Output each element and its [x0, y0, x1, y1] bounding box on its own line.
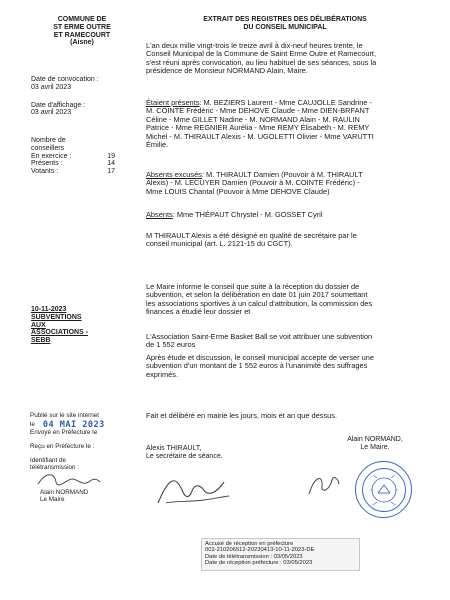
count-row [31, 168, 115, 176]
left-mayor-title: Le Maire [40, 495, 65, 503]
count-row [31, 160, 115, 168]
presents-label: Étaient présents [146, 98, 200, 107]
presents-line: Patrice - Mme REGNIER Aurélia - Mme REMY Élisabeth - M. REMY [146, 123, 370, 133]
subject-line: AUX [31, 321, 46, 329]
counts-block [31, 137, 115, 176]
excuses-label: Absents excusés [146, 170, 202, 179]
presents-line: Michel - M. THIRAULT Alexis - M. UGOLETTI Olivier - Mme VARUTTI [146, 131, 374, 141]
excuses-text: : M. THIRAULT Damien (Pouvoir à M. THIRAULT [201, 170, 363, 179]
count-value: 14 [107, 160, 115, 168]
secretary-name: Alexis THIRAULT, [146, 445, 202, 452]
count-label: Votants : [31, 168, 59, 176]
receipt-reception: Date de réception préfecture : 03/05/2023 [205, 560, 313, 567]
decision-paragraph-1 [146, 283, 424, 317]
decision-line: exprimés. [146, 369, 179, 379]
commune-line-2: ST ERME OUTRE [53, 23, 111, 31]
excuses-line: Alexis) - M. LECUYER Damien (Pouvoir à M. COINTE Frédéric) - [146, 178, 360, 188]
decision-line: Le Maire informe le conseil que suite à la réception du dossier de [146, 282, 360, 291]
count-label: Présents : [31, 160, 63, 168]
decision-line: de 1 552 euros [146, 340, 196, 350]
title-line-2: DU CONSEIL MUNICIPAL [243, 23, 327, 31]
count-label: En exercice : [31, 152, 72, 160]
left-mayor-block [40, 490, 120, 504]
count-value: 19 [107, 152, 115, 160]
presents-paragraph [146, 99, 424, 150]
envoye-label: Envoyé en Préfecture le [30, 429, 98, 437]
subject-line: SUBVENTIONS [31, 313, 82, 321]
presents-line: Céline - Mme GILLET Nadine - M. NORMAND Alain - M. RAULIN [146, 114, 360, 124]
subject-block [31, 306, 131, 345]
secretary-paragraph [146, 232, 424, 249]
affichage-value: 03 avril 2023 [31, 109, 72, 117]
publication-block [30, 413, 142, 472]
seal-emblem-icon [363, 469, 405, 511]
department: (Aisne) [70, 39, 94, 47]
absents-line [146, 211, 424, 219]
secretary-signature-block [146, 445, 238, 461]
decision-line: Après étude et discussion, le conseil municipal accepte de verser une [146, 353, 375, 362]
decision-line: finances a étudié leur dossier et [146, 307, 251, 317]
receipt-title: Accusé de réception en préfecture [205, 541, 294, 547]
counts-label-2: conseillers [31, 144, 65, 152]
receipt-id: 002-210206512-20230413-10-11-2023-DE [205, 547, 315, 554]
commune-header [40, 16, 124, 47]
decision-line: L'Association Saint-Erme Basket Ball se voit attribuer une subvention [146, 332, 373, 341]
prefecture-receipt [201, 538, 360, 571]
intro-line: s'est réuni après convocation, au lieu habituel de ses séances, sous la [146, 57, 377, 67]
secretary-signature [154, 472, 234, 512]
publie-label: Publié sur le site internet [30, 412, 99, 419]
intro-line: Conseil Municipal de la Commune de Saint Erme Outre et Ramecourt, [146, 49, 377, 59]
absents-text: : Mme THÉPAUT Chrystel - M. GOSSET Cyril [172, 210, 323, 219]
subject-line: 10-11-2023 [31, 306, 67, 313]
seal-inner-ring [362, 468, 406, 512]
receipt-teletransmission: Date de télétransmission : 03/05/2023 [205, 553, 303, 560]
identifiant-label-2: télétransmission : [30, 464, 79, 472]
count-row [31, 153, 115, 161]
subject-line: ASSOCIATIONS - [31, 329, 89, 337]
affichage-label: Date d'affichage : [31, 101, 86, 109]
commune-line-1: COMMUNE DE [57, 16, 107, 23]
mayor-signature-block [334, 436, 416, 452]
decision-line: les associations sportives à un calcul d'attribution, la commission des [146, 298, 373, 308]
publication-stamp-date: 04 MAI 2023 [42, 419, 105, 430]
secretary-line: conseil municipal (art. L. 2121-15 du CGCT). [146, 239, 293, 249]
presents-line: M. COINTE Frédéric - Mme DEHOVE Claude - Mme DIEN-BRFANT [146, 106, 370, 116]
title-line-1: EXTRAIT DES REGISTRES DES DÉLIBÉRATIONS [203, 16, 367, 23]
count-value: 17 [107, 168, 115, 176]
subject-line: SEBB [31, 337, 51, 345]
dates-block [31, 76, 133, 117]
absents-label: Absents [146, 210, 173, 219]
commune-line-3: ET RAMECOURT [53, 31, 111, 39]
official-seal [355, 461, 412, 518]
presents-text: : M. BEZIERS Laurent - Mme CAUJOLLE Sandrine - [199, 98, 372, 107]
secretary-line: M THIRAULT Alexis a été désigné en qualité de secrétaire par le [146, 231, 357, 240]
left-mayor-name: Alain NORMAND [40, 489, 89, 496]
mayor-title: Le Maire. [360, 443, 390, 451]
identifiant-label-1: Identifiant de [30, 457, 67, 465]
presents-line: Émilie. [146, 140, 169, 150]
closing-line: Fait et délibéré en mairie les jours, mois et an que dessus. [146, 411, 338, 420]
decision-line: subvention, et selon la délibération en date 01 juin 2017 soumettant [146, 290, 368, 300]
decision-paragraph-3 [146, 354, 424, 379]
absents-paragraph [146, 211, 424, 219]
decision-paragraph-2 [146, 333, 424, 350]
intro-line: L'an deux mille vingt-trois le treize avril à dix-neuf heures trente, le [146, 41, 363, 50]
page-title [160, 16, 410, 32]
intro-paragraph [146, 42, 424, 76]
mayor-signature [305, 470, 343, 498]
le-label: le [30, 421, 35, 429]
intro-line: présidence de Monsieur NORMAND Alain, Maire. [146, 66, 308, 76]
excuses-paragraph [146, 171, 424, 196]
convocation-label: Date de convocation : [31, 76, 99, 83]
mayor-name: Alain NORMAND, [347, 436, 403, 443]
excuses-line: Mme LOUIS Chantal (Pouvoir à Mme DEHOVE Claude) [146, 186, 330, 196]
secretary-title: Le secrétaire de séance. [146, 452, 223, 460]
decision-line: subvention d'un montant de 1 552 euros à l'unanimité des suffrages [146, 361, 368, 371]
recu-label: Reçu en Préfecture le : [30, 443, 95, 451]
counts-label-1: Nombre de [31, 137, 66, 144]
convocation-value: 03 avril 2023 [31, 83, 72, 91]
